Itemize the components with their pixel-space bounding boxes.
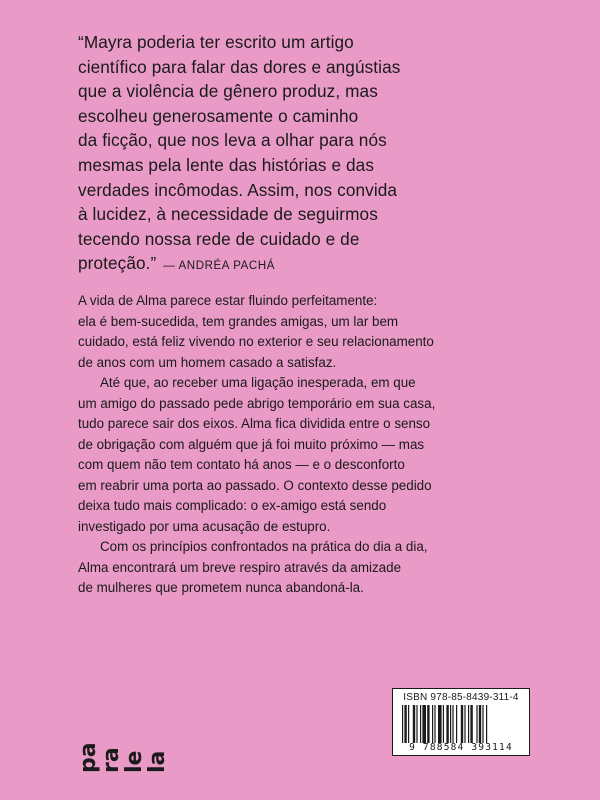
- synopsis-line: A vida de Alma parece estar fluindo perfeitamente:: [78, 293, 378, 308]
- barcode-bars: [402, 705, 520, 743]
- quote-line: escolheu generosamente o caminho: [78, 105, 359, 126]
- quote-line: científico para falar das dores e angústias: [78, 56, 401, 77]
- quote-line: da ficção, que nos leva a olhar para nós: [78, 130, 387, 151]
- barcode-bar: [456, 705, 457, 743]
- quote-line: à lucidez, à necessidade de seguirmos: [78, 204, 378, 225]
- logo-syllable: pa: [76, 742, 101, 773]
- synopsis-paragraph-3: [78, 537, 538, 599]
- barcode-bar: [464, 705, 465, 743]
- quote-last-line: [78, 251, 498, 279]
- synopsis-line: tudo parece sair dos eixos. Alma fica dividida entre o senso: [78, 416, 431, 431]
- barcode-bar: [434, 705, 435, 743]
- synopsis-line: deixa tudo mais complicado: o ex-amigo está sendo: [78, 498, 387, 513]
- barcode-bar: [450, 705, 451, 743]
- isbn-barcode: [392, 688, 530, 756]
- barcode-bar: [420, 705, 421, 743]
- quote-line: que a violência de gênero produz, mas: [78, 81, 378, 102]
- barcode-bar: [404, 705, 406, 743]
- synopsis-line: com quem não tem contato há anos — e o desconforto: [78, 457, 405, 472]
- isbn-label: ISBN 978-85-8439-311-4: [403, 692, 519, 703]
- synopsis-line: um amigo do passado pede abrigo temporário em sua casa,: [78, 395, 436, 411]
- barcode-bar: [452, 705, 453, 743]
- synopsis-line: Com os princípios confrontados na prática do dia a dia,: [100, 539, 428, 554]
- synopsis-paragraph-2: [78, 373, 538, 537]
- quote-line: proteção.”: [78, 253, 157, 274]
- barcode-bar: [402, 705, 403, 743]
- barcode-bar: [438, 705, 442, 743]
- quote-line: “Mayra poderia ter escrito um artigo: [78, 32, 354, 52]
- logo-syllable: le: [122, 750, 147, 773]
- barcode-bar: [470, 705, 472, 743]
- synopsis-line: ela é bem-sucedida, tem grandes amigas, um lar bem: [78, 313, 399, 329]
- synopsis: [78, 291, 538, 599]
- barcode-bar: [476, 705, 477, 743]
- logo-syllable: ra: [99, 747, 124, 773]
- barcode-bar: [479, 705, 481, 743]
- barcode-bar: [422, 705, 426, 743]
- synopsis-line: de anos com um homem casado a satisfaz.: [78, 354, 337, 370]
- synopsis-line: Até que, ao receber uma ligação inesperada, em que: [100, 375, 416, 390]
- synopsis-line: de mulheres que prometem nunca abandoná-la.: [78, 580, 364, 595]
- back-cover-quote: [78, 30, 498, 279]
- synopsis-line: investigado por uma acusação de estupro.: [78, 518, 331, 534]
- barcode-bar: [486, 705, 487, 743]
- synopsis-paragraph-1: [78, 291, 538, 373]
- synopsis-line: cuidado, está feliz vivendo no exterior e seu relacionamento: [78, 334, 434, 349]
- quote-line: mesmas pela lente das histórias e das: [78, 154, 375, 175]
- quote-attribution: — ANDRÉA PACHÁ: [163, 260, 275, 273]
- barcode-bar: [468, 705, 469, 743]
- logo-syllable: la: [145, 750, 170, 773]
- barcode-bar: [432, 705, 433, 743]
- barcode-bar: [446, 705, 448, 743]
- quote-line: verdades incômodas. Assim, nos convida: [78, 179, 398, 200]
- barcode-bar: [427, 705, 429, 743]
- quote-line: tecendo nossa rede de cuidado e de: [78, 228, 360, 249]
- barcode-bar: [408, 705, 409, 743]
- barcode-bar: [413, 705, 415, 743]
- barcode-bar: [416, 705, 417, 743]
- synopsis-line: Alma encontrará um breve respiro através da amizade: [78, 559, 402, 575]
- barcode-bar: [482, 705, 483, 743]
- barcode-bar: [443, 705, 444, 743]
- synopsis-line: de obrigação com alguém que já foi muito próximo — mas: [78, 436, 425, 452]
- barcode-bar: [461, 705, 463, 743]
- isbn-digits: 9 788584 393114: [409, 742, 513, 753]
- synopsis-line: em reabrir uma porta ao passado. O contexto desse pedido: [78, 477, 432, 493]
